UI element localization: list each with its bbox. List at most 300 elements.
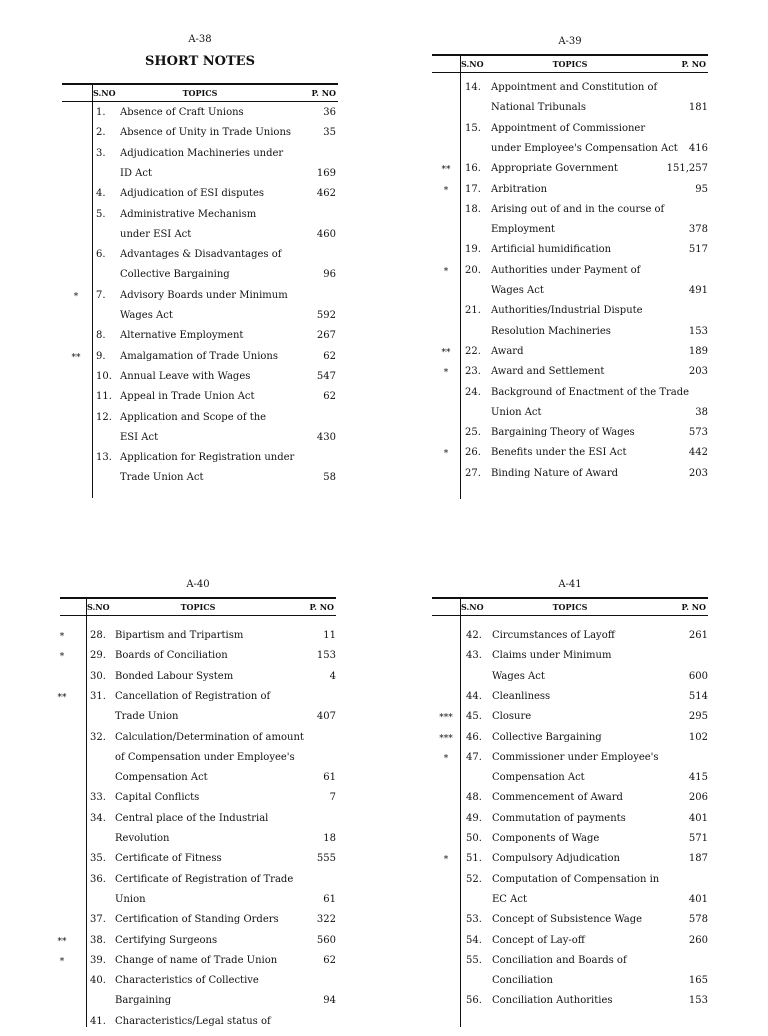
page-number: 36	[323, 107, 336, 118]
importance-stars: *	[59, 632, 65, 642]
index-row	[432, 975, 708, 995]
page-number: 378	[688, 224, 708, 236]
index-row	[432, 691, 708, 711]
index-row	[432, 224, 708, 244]
serial-number: 9.	[96, 350, 106, 362]
topic-text: Authorities/Industrial Dispute	[491, 305, 643, 317]
topic-text: ESI Act	[120, 431, 159, 443]
serial-number: 53.	[466, 914, 482, 926]
page-number: 261	[688, 630, 708, 641]
page-number-label: A-41	[558, 579, 582, 590]
table-header	[432, 597, 708, 616]
serial-number: 38.	[90, 934, 106, 946]
serial-number: 49.	[466, 812, 482, 824]
page-number: 4	[329, 670, 336, 682]
topic-text: Conciliation Authorities	[492, 995, 613, 1007]
serial-number: 17.	[465, 183, 481, 195]
index-row	[62, 391, 338, 411]
topic-text: Resolution Machineries	[491, 325, 611, 337]
topic-text: Bargaining Theory of Wages	[491, 427, 635, 439]
index-row	[432, 265, 708, 285]
topic-text: Annual Leave with Wages	[120, 370, 251, 382]
importance-stars: **	[441, 165, 451, 176]
serial-number: 45.	[466, 711, 482, 723]
index-row	[60, 792, 336, 812]
topic-text: Compensation Act	[115, 772, 208, 784]
table-header	[60, 597, 336, 616]
index-row	[432, 630, 708, 650]
index-row	[60, 650, 336, 670]
page-number: 153	[316, 650, 336, 662]
serial-number: 39.	[90, 954, 106, 966]
serial-number: 5.	[96, 208, 106, 220]
header-topics: TOPICS	[552, 59, 588, 69]
topic-text: ID Act	[120, 167, 152, 179]
index-row	[432, 204, 708, 224]
serial-number: 15.	[465, 122, 481, 134]
serial-number: 27.	[465, 467, 481, 479]
index-row	[60, 833, 336, 853]
page-number: 547	[316, 370, 336, 382]
index-row	[62, 371, 338, 391]
topic-text: Capital Conflicts	[115, 792, 200, 804]
topic-text: Claims under Minimum	[492, 650, 612, 662]
index-row	[432, 995, 708, 1015]
topic-text: Union	[115, 893, 146, 905]
index-row	[432, 184, 708, 204]
importance-stars: *	[443, 449, 449, 460]
topic-text: Employment	[491, 224, 555, 236]
serial-number: 42.	[466, 630, 482, 641]
topic-text: Background of Enactment of the Trade	[491, 386, 690, 398]
index-row	[432, 123, 708, 143]
page-number: 189	[688, 345, 708, 357]
page-number: 407	[316, 711, 336, 723]
index-row	[60, 772, 336, 792]
topic-text: Revolution	[115, 833, 170, 844]
serial-number: 55.	[466, 954, 482, 966]
index-row	[432, 447, 708, 467]
header-topics: TOPICS	[180, 602, 216, 612]
topic-text: Circumstances of Layoff	[492, 630, 615, 641]
page-number: 460	[316, 228, 336, 240]
index-row	[432, 955, 708, 975]
index-row	[432, 853, 708, 873]
topic-text: Boards of Conciliation	[115, 650, 228, 662]
index-row	[62, 188, 338, 208]
serial-number: 25.	[465, 427, 481, 439]
index-row	[60, 995, 336, 1015]
serial-number: 3.	[96, 147, 106, 159]
serial-number: 33.	[90, 792, 106, 804]
serial-number: 47.	[466, 751, 482, 763]
topic-text: Trade Union Act	[120, 472, 204, 484]
serial-number: 52.	[466, 873, 482, 885]
index-row	[62, 209, 338, 229]
page-number: 555	[316, 853, 336, 865]
page-number: 600	[688, 670, 708, 682]
importance-stars: *	[59, 652, 65, 663]
page-number: 61	[323, 772, 336, 784]
index-row	[60, 894, 336, 914]
serial-number: 31.	[90, 690, 106, 702]
serial-number: 18.	[465, 203, 481, 215]
header-pno: P. NO	[681, 59, 706, 69]
topic-text: Binding Nature of Award	[491, 467, 619, 479]
importance-stars: *	[73, 291, 79, 302]
topic-text: Concept of Subsistence Wage	[492, 914, 643, 926]
index-row	[432, 894, 708, 914]
topic-text: Absence of Craft Unions	[120, 107, 244, 118]
topic-text: Calculation/Determination of amount	[115, 731, 304, 743]
header-sno: S.NO	[87, 602, 110, 612]
importance-stars: **	[57, 692, 67, 703]
serial-number: 19.	[465, 244, 481, 256]
header-pno: P. NO	[311, 88, 336, 98]
page-number: 267	[316, 330, 336, 342]
index-panel-a-39	[432, 34, 708, 504]
topic-text: Computation of Compensation in	[492, 873, 660, 885]
page-number: 11	[323, 630, 336, 641]
topic-text: Components of Wage	[492, 833, 600, 844]
page-number: 260	[688, 934, 708, 946]
index-row	[432, 772, 708, 792]
serial-number: 8.	[96, 330, 106, 342]
index-row	[432, 407, 708, 427]
serial-number: 51.	[466, 853, 482, 865]
serial-number: 40.	[90, 975, 106, 987]
index-row	[432, 163, 708, 183]
index-row	[432, 671, 708, 691]
importance-stars: *	[443, 368, 449, 379]
page-number: 62	[323, 954, 336, 966]
page-number: 517	[688, 244, 708, 256]
index-row	[62, 452, 338, 472]
index-row	[57, 934, 336, 955]
index-row	[60, 975, 336, 995]
topic-text: Certification of Standing Orders	[115, 914, 279, 926]
serial-number: 11.	[96, 391, 112, 403]
topic-text: Alternative Employment	[120, 330, 244, 342]
topic-text: Bipartism and Tripartism	[115, 630, 244, 641]
topic-text: Central place of the Industrial	[115, 812, 269, 824]
index-row	[62, 269, 338, 289]
index-row	[62, 412, 338, 432]
serial-number: 12.	[96, 411, 112, 423]
topic-text: Collective Bargaining	[492, 731, 602, 743]
serial-number: 41.	[90, 1015, 106, 1027]
index-row	[432, 427, 708, 447]
page-number: 62	[323, 391, 336, 403]
serial-number: 48.	[466, 792, 482, 804]
index-row	[62, 310, 338, 330]
index-row	[432, 285, 708, 305]
serial-number: 29.	[90, 650, 106, 662]
index-row	[60, 955, 336, 975]
index-row	[432, 732, 708, 752]
topic-text: Cancellation of Registration of	[115, 690, 271, 702]
topic-text: Compensation Act	[492, 772, 585, 784]
index-row	[432, 346, 708, 366]
index-row	[60, 630, 336, 650]
topic-text: Absence of Unity in Trade Unions	[120, 127, 292, 139]
page-number: 401	[688, 893, 708, 905]
serial-number: 22.	[465, 345, 481, 357]
serial-number: 24.	[465, 386, 481, 398]
topic-text: Commissioner under Employee's	[492, 751, 659, 763]
page-number: 62	[323, 350, 336, 362]
index-row	[60, 1016, 336, 1036]
topic-text: Artificial humidification	[491, 244, 612, 256]
topic-text: Application for Registration under	[120, 452, 295, 464]
topic-text: Commencement of Award	[492, 792, 623, 804]
page-number: 181	[688, 102, 708, 114]
page-number: 165	[688, 975, 708, 987]
index-row	[432, 102, 708, 122]
header-topics: TOPICS	[552, 602, 588, 612]
topic-text: Conciliation and Boards of	[492, 954, 627, 966]
page-number: 573	[688, 427, 708, 439]
topic-text: Collective Bargaining	[120, 269, 230, 281]
serial-number: 14.	[465, 82, 481, 93]
page-number: 491	[688, 285, 708, 296]
serial-number: 46.	[466, 731, 482, 743]
section-heading: SHORT NOTES	[145, 54, 255, 69]
serial-number: 56.	[466, 995, 482, 1007]
page-number: 401	[688, 812, 708, 824]
topic-text: Arising out of and in the course of	[491, 203, 665, 215]
importance-stars: *	[443, 266, 449, 277]
index-row	[432, 935, 708, 955]
topic-text: Arbitration	[491, 183, 548, 195]
topic-text: Union Act	[491, 406, 542, 418]
header-pno: P. NO	[309, 602, 334, 612]
index-row	[60, 914, 336, 934]
page-number-label: A-40	[186, 579, 210, 590]
table-header	[432, 54, 708, 73]
topic-text: Application and Scope of the	[120, 411, 267, 423]
page-number: 61	[323, 893, 336, 905]
topic-text: Compulsory Adjudication	[492, 853, 620, 865]
index-row	[60, 671, 336, 691]
index-row	[62, 290, 338, 310]
importance-stars: **	[71, 352, 81, 363]
page-number: 94	[323, 995, 336, 1007]
page-number: 153	[688, 995, 708, 1007]
topic-text: National Tribunals	[491, 102, 586, 114]
serial-number: 28.	[90, 630, 106, 641]
serial-number: 54.	[466, 934, 482, 946]
topic-text: Wages Act	[120, 310, 173, 321]
serial-number: 16.	[465, 163, 481, 175]
topic-text: Benefits under the ESI Act	[491, 447, 627, 459]
index-row	[57, 690, 336, 711]
serial-number: 35.	[90, 853, 106, 865]
page-number: 203	[688, 467, 708, 479]
topic-text: Commutation of payments	[492, 812, 626, 824]
importance-stars: **	[441, 347, 451, 358]
index-panel-a-38	[62, 34, 338, 504]
page-number: 58	[323, 472, 336, 484]
topic-text: of Compensation under Employee's	[115, 751, 295, 763]
importance-stars: *	[443, 855, 449, 866]
importance-stars: ***	[439, 713, 453, 724]
topic-text: Advisory Boards under Minimum	[120, 289, 288, 301]
topic-text: Characteristics/Legal status of	[115, 1015, 271, 1027]
page-number: 7	[329, 792, 336, 804]
header-sno: S.NO	[93, 88, 116, 98]
topic-text: under ESI Act	[120, 228, 192, 240]
topic-text: Award and Settlement	[491, 366, 605, 378]
index-row	[432, 468, 708, 488]
page-number: 96	[323, 269, 336, 281]
page-number: 151,257	[666, 163, 708, 175]
topic-text: Cleanliness	[492, 690, 551, 702]
index-row	[432, 244, 708, 264]
index-row	[432, 650, 708, 670]
page-number: 430	[316, 431, 336, 443]
page-number: 578	[688, 914, 708, 926]
index-row	[432, 914, 708, 934]
topic-text: Appeal in Trade Union Act	[120, 391, 255, 403]
topic-text: Certifying Surgeons	[115, 934, 218, 946]
header-topics: TOPICS	[182, 88, 218, 98]
importance-stars: ***	[439, 733, 453, 744]
page-number: 35	[323, 127, 336, 139]
topic-text: Wages Act	[491, 285, 544, 296]
topic-text: Appropriate Government	[491, 163, 618, 175]
topic-text: Adjudication of ESI disputes	[120, 188, 265, 200]
page-number: 206	[688, 792, 708, 804]
page-number-label: A-39	[558, 36, 582, 47]
table-header	[62, 83, 338, 102]
page-number: 442	[688, 447, 708, 459]
topic-text: Award	[491, 345, 524, 357]
topic-text: Closure	[492, 711, 532, 723]
topic-text: Advantages & Disadvantages of	[120, 249, 282, 261]
topic-text: Adjudication Machineries under	[120, 147, 284, 159]
page-number: 38	[695, 406, 708, 418]
serial-number: 1.	[96, 107, 106, 118]
topic-text: Bargaining	[115, 995, 172, 1007]
topic-text: EC Act	[492, 893, 527, 905]
serial-number: 21.	[465, 305, 481, 317]
index-row	[60, 874, 336, 894]
topic-text: Certificate of Fitness	[115, 853, 222, 865]
index-row	[60, 752, 336, 772]
index-row	[62, 107, 338, 127]
serial-number: 34.	[90, 812, 106, 824]
page-number: 203	[688, 366, 708, 378]
topic-text: Concept of Lay-off	[492, 934, 585, 946]
topic-text: Bonded Labour System	[115, 670, 234, 682]
index-row	[432, 326, 708, 346]
page-number: 102	[688, 731, 708, 743]
serial-number: 2.	[96, 127, 106, 139]
serial-number: 30.	[90, 670, 106, 682]
header-sno: S.NO	[461, 602, 484, 612]
index-row	[60, 853, 336, 873]
serial-number: 37.	[90, 914, 106, 926]
index-row	[432, 711, 708, 731]
index-row	[62, 249, 338, 269]
header-sno: S.NO	[461, 59, 484, 69]
index-row	[432, 366, 708, 386]
serial-number: 10.	[96, 370, 112, 382]
serial-number: 32.	[90, 731, 106, 743]
index-row	[62, 168, 338, 188]
serial-number: 13.	[96, 452, 112, 464]
serial-number: 36.	[90, 873, 106, 885]
serial-number: 4.	[96, 188, 106, 200]
index-row	[60, 732, 336, 752]
page-number: 153	[688, 325, 708, 337]
index-row	[432, 752, 708, 772]
topic-text: Wages Act	[492, 670, 545, 682]
index-row	[60, 711, 336, 731]
topic-text: Appointment of Commissioner	[491, 122, 646, 134]
page-number: 514	[688, 690, 708, 702]
importance-stars: *	[443, 753, 449, 764]
page-number-label: A-38	[188, 34, 212, 45]
topic-text: Authorities under Payment of	[491, 264, 641, 276]
index-row	[62, 330, 338, 350]
serial-number: 43.	[466, 650, 482, 662]
importance-stars: *	[443, 185, 449, 196]
page-number: 18	[323, 833, 336, 844]
index-row	[432, 874, 708, 894]
index-row	[432, 387, 708, 407]
serial-number: 20.	[465, 264, 481, 276]
page-number: 95	[695, 183, 708, 195]
serial-number: 50.	[466, 833, 482, 844]
importance-stars: **	[57, 936, 67, 947]
importance-stars: *	[59, 956, 65, 967]
index-row	[432, 833, 708, 853]
topic-text: Conciliation	[492, 975, 553, 987]
page-number: 187	[688, 853, 708, 865]
topic-text: Certificate of Registration of Trade	[115, 873, 294, 885]
index-row	[432, 305, 708, 325]
topic-text: Trade Union	[115, 711, 179, 723]
serial-number: 6.	[96, 249, 106, 261]
index-panel-a-40	[57, 579, 336, 1027]
index-row	[432, 143, 708, 163]
page-number: 416	[688, 142, 708, 154]
serial-number: 7.	[96, 289, 106, 301]
serial-number: 23.	[465, 366, 481, 378]
topic-text: Amalgamation of Trade Unions	[120, 350, 278, 362]
index-row	[432, 792, 708, 812]
serial-number: 44.	[466, 690, 482, 702]
topic-text: Change of name of Trade Union	[115, 954, 278, 966]
index-row	[62, 432, 338, 452]
index-row	[432, 82, 708, 102]
index-row	[62, 148, 338, 168]
page-number: 415	[688, 772, 708, 784]
index-row	[62, 351, 338, 371]
topic-text: Appointment and Constitution of	[491, 82, 658, 93]
topic-text: Characteristics of Collective	[115, 975, 259, 987]
serial-number: 26.	[465, 447, 481, 459]
page-number: 560	[316, 934, 336, 946]
index-row	[432, 813, 708, 833]
topic-text: under Employee's Compensation Act	[491, 142, 678, 154]
index-panel-a-41	[432, 579, 708, 1024]
topic-text: Administrative Mechanism	[120, 208, 257, 220]
index-row	[62, 127, 338, 147]
index-row	[60, 813, 336, 833]
